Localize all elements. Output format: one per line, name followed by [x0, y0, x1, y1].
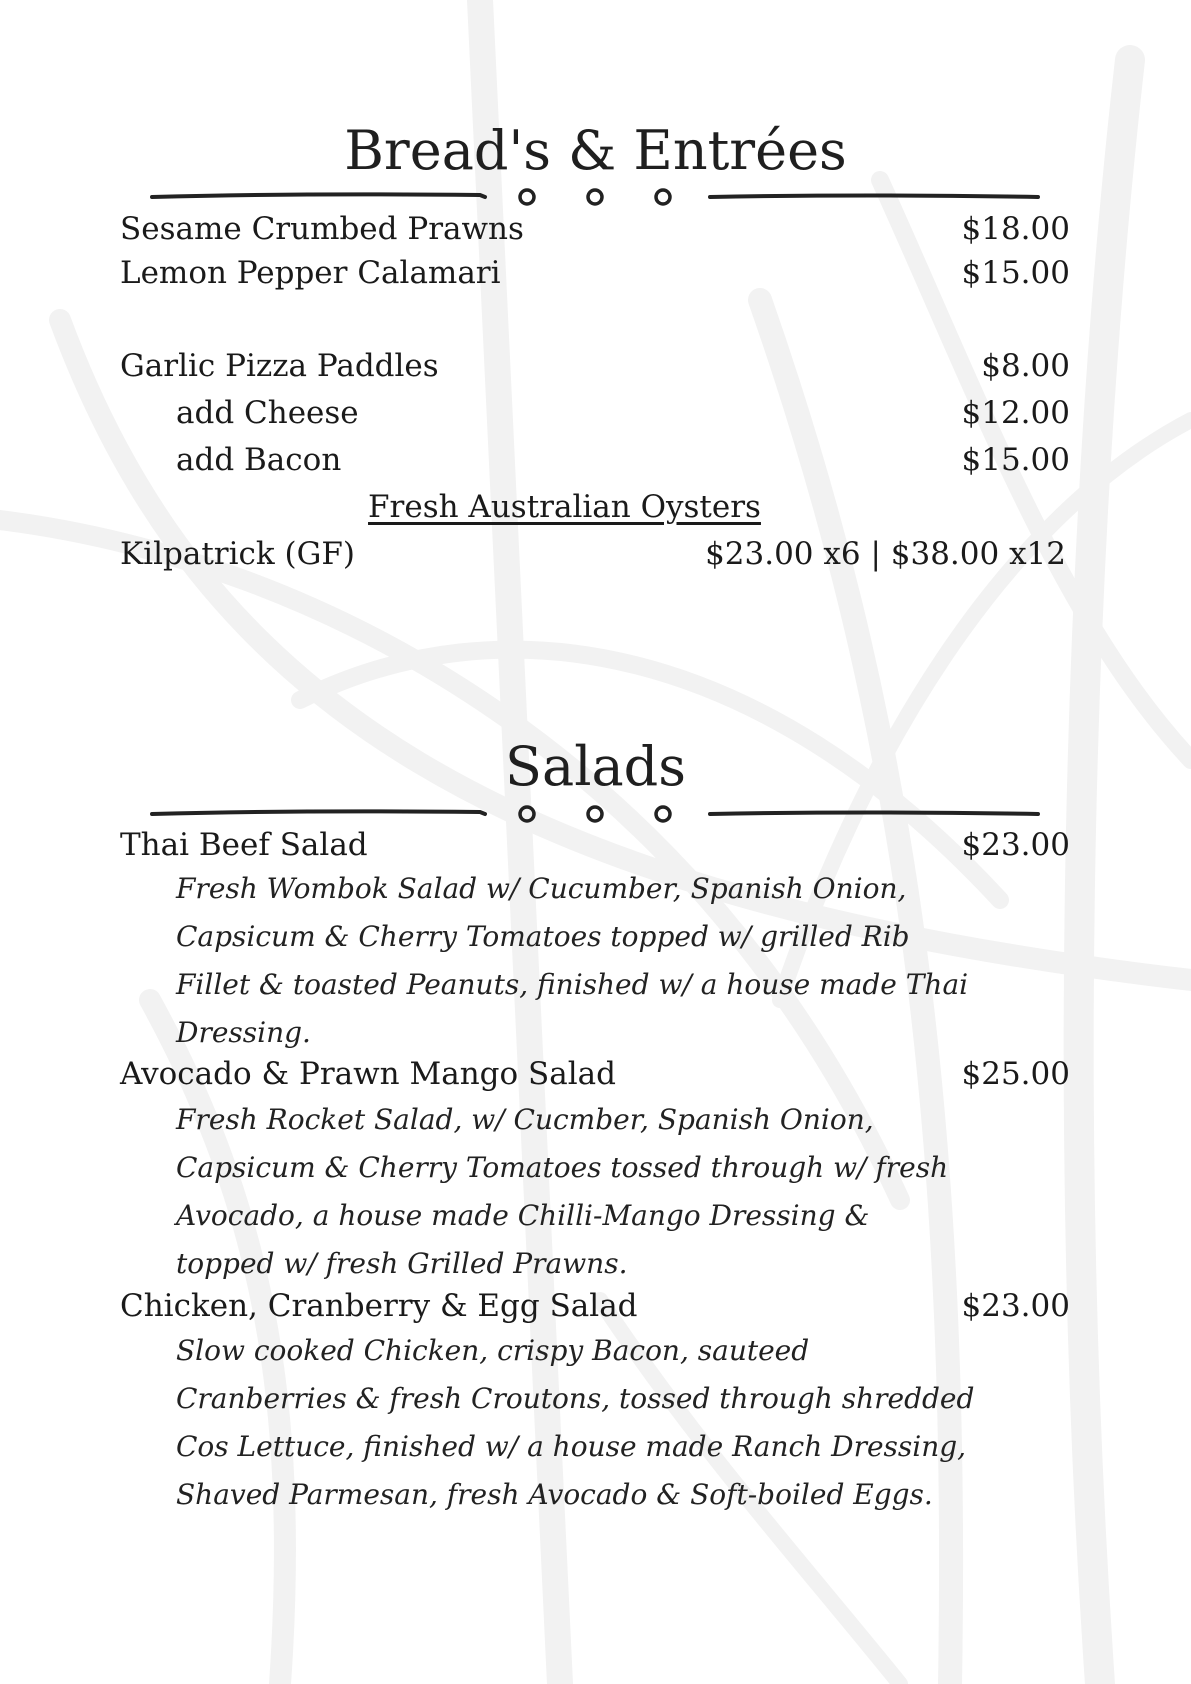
description-line: Cranberries & fresh Croutons, tossed through shredded [176, 1382, 975, 1415]
menu-addon-bacon [120, 438, 1070, 482]
item-description [176, 1096, 976, 1288]
item-price: $25.00 [961, 1056, 1070, 1092]
description-line: Capsicum & Cherry Tomatoes topped w/ grilled Rib [176, 920, 910, 953]
item-name: Avocado & Prawn Mango Salad [120, 1056, 616, 1092]
menu-item-chicken-cranberry-egg-salad [120, 1284, 1070, 1328]
description-line: Fillet & toasted Peanuts, finished w/ a house made Thai [176, 968, 969, 1001]
item-name: Kilpatrick (GF) [120, 536, 355, 572]
description-line: Fresh Rocket Salad, w/ Cucmber, Spanish Onion, [176, 1103, 874, 1136]
item-name: Lemon Pepper Calamari [120, 255, 501, 291]
description-line: Avocado, a house made Chilli-Mango Dressing & [176, 1199, 870, 1232]
item-name: Garlic Pizza Paddles [120, 348, 439, 384]
addon-name: add Bacon [176, 442, 342, 478]
menu-item-thai-beef-salad [120, 823, 1070, 867]
item-name: Chicken, Cranberry & Egg Salad [120, 1288, 638, 1324]
oysters-subheading: Fresh Australian Oysters [368, 489, 761, 525]
description-line: Shaved Parmesan, fresh Avocado & Soft-boiled Eggs. [176, 1478, 933, 1511]
item-price: $8.00 [981, 348, 1070, 384]
description-line: Slow cooked Chicken, crispy Bacon, sauteed [176, 1334, 810, 1367]
item-description [176, 1327, 976, 1519]
menu-item-lemon-pepper-calamari [120, 251, 1070, 295]
description-line: Dressing. [176, 1016, 311, 1049]
addon-name: add Cheese [176, 395, 359, 431]
item-price: $23.00 [961, 827, 1070, 863]
item-price: $15.00 [961, 255, 1070, 291]
addon-price: $12.00 [961, 395, 1070, 431]
menu-item-sesame-crumbed-prawns [120, 207, 1070, 251]
item-name: Thai Beef Salad [120, 827, 368, 863]
description-line: topped w/ fresh Grilled Prawns. [176, 1247, 628, 1280]
description-line: Cos Lettuce, finished w/ a house made Ranch Dressing, [176, 1430, 967, 1463]
addon-price: $15.00 [961, 442, 1070, 478]
description-line: Capsicum & Cherry Tomatoes tossed through w/ fresh [176, 1151, 949, 1184]
item-price: $18.00 [961, 211, 1070, 247]
menu-addon-cheese [120, 391, 1070, 435]
item-price: $23.00 [961, 1288, 1070, 1324]
item-name: Sesame Crumbed Prawns [120, 211, 524, 247]
menu-item-garlic-pizza-paddles [120, 344, 1070, 388]
item-description [176, 865, 976, 1057]
salads-title: Salads [505, 735, 686, 798]
menu-item-avocado-prawn-mango-salad [120, 1052, 1070, 1096]
entrees-title: Bread's & Entrées [344, 119, 847, 182]
description-line: Fresh Wombok Salad w/ Cucumber, Spanish Onion, [176, 872, 907, 905]
menu-item-kilpatrick-oysters [120, 532, 1070, 576]
item-price: $23.00 x6 | $38.00 x12 [705, 536, 1066, 572]
